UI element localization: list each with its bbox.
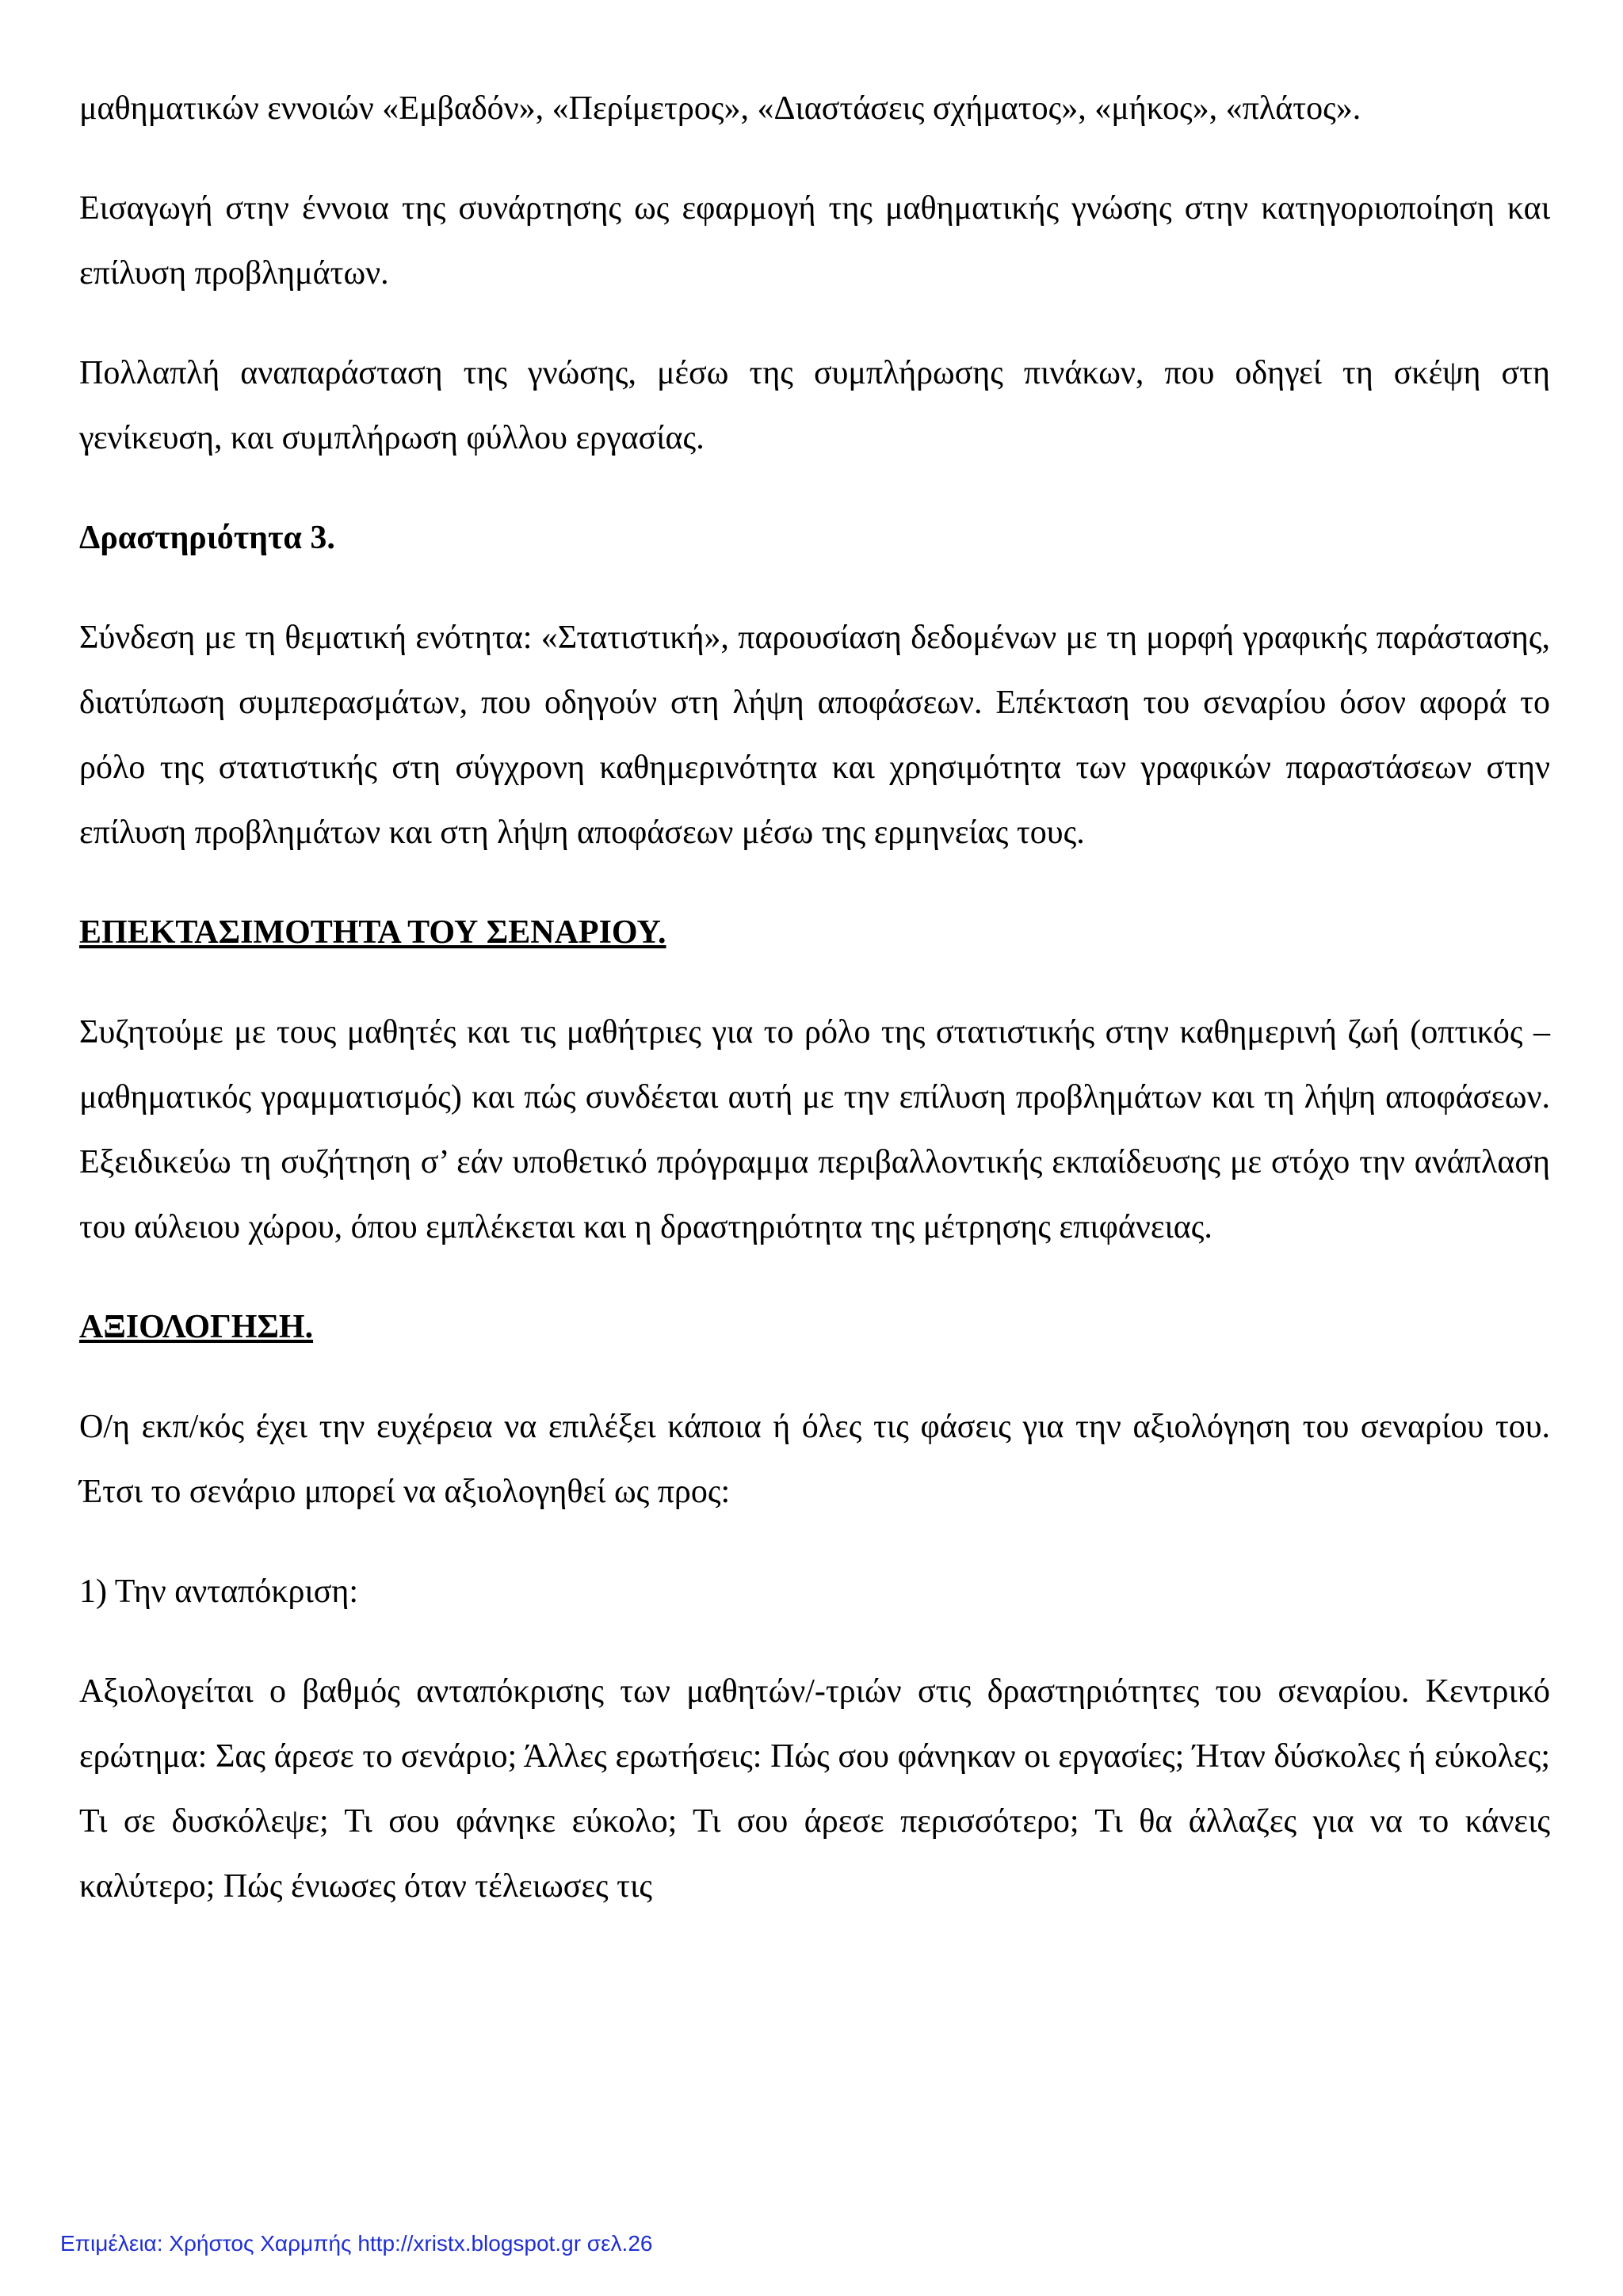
- heading-evaluation: ΑΞΙΟΛΟΓΗΣΗ.: [79, 1309, 314, 1345]
- paragraph-multiple-representation: Πολλαπλή αναπαράσταση της γνώσης, μέσω της συμπλήρωσης πινάκων, που οδηγεί τη σκέψη στη γενίκευση, και συμπλήρωση φύλλου εργασίας.: [79, 355, 1550, 456]
- heading-activity-3: Δραστηριότητα 3.: [79, 520, 335, 556]
- paragraph-response-evaluation: Αξιολογείται ο βαθμός ανταπόκρισης των μαθητών/-τριών στις δραστηριότητες του σεναρίου. Κεντρικό ερώτημα: Σας άρεσε το σενάριο; Άλλες ερωτήσεις: Πώς σου φάνηκαν οι εργασίες; Ήταν δύσκολες ή εύκολες; Τι σε δυσκόλεψε; Τι σου φάνηκε εύκολο; Τι σου άρεσε περισσότερο; Τι θα άλλαζες για να το κάνεις καλύτερο; Πώς ένιωσες όταν τέλειωσες τις: [79, 1673, 1550, 1905]
- paragraph-concepts: μαθηματικών εννοιών «Εμβαδόν», «Περίμετρος», «Διαστάσεις σχήματος», «μήκος», «πλάτος».: [79, 90, 1361, 127]
- list-item-response: 1) Την ανταπόκριση:: [79, 1573, 359, 1610]
- page-footer: Επιμέλεια: Χρήστος Χαρμπής http://xristx.blogspot.gr σελ.26: [60, 2231, 653, 2256]
- heading-extensibility: ΕΠΕΚΤΑΣΙΜΟΤΗΤΑ ΤΟΥ ΣΕΝΑΡΙΟΥ.: [79, 914, 666, 951]
- paragraph-discussion: Συζητούμε με τους μαθητές και τις μαθήτριες για το ρόλο της στατιστικής στην καθημερινή ζωή (οπτικός – μαθηματικός γραμματισμός) και πώς συνδέεται αυτή με την επίλυση προβλημάτων και τη λήψη αποφάσεων. Εξειδικεύω τη συζήτηση σ’ εάν υποθετικό πρόγραμμα περιβαλλοντικής εκπαίδευσης με στόχο την ανάπλαση του αύλειου χώρου, όπου εμπλέκεται και η δραστηριότητα της μέτρησης επιφάνειας.: [79, 1014, 1550, 1245]
- document-body: [79, 76, 1550, 1954]
- paragraph-statistics-link: Σύνδεση με τη θεματική ενότητα: «Στατιστική», παρουσίαση δεδομένων με τη μορφή γραφικής παράστασης, διατύπωση συμπερασμάτων, που οδηγούν στη λήψη αποφάσεων. Επέκταση του σεναρίου όσον αφορά το ρόλο της στατιστικής στη σύγχρονη καθημερινότητα και χρησιμότητα των γραφικών παραστάσεων στην επίλυση προβλημάτων και στη λήψη αποφάσεων μέσω της ερμηνείας τους.: [79, 620, 1550, 851]
- paragraph-evaluation-intro: Ο/η εκπ/κός έχει την ευχέρεια να επιλέξει κάποια ή όλες τις φάσεις για την αξιολόγηση του σεναρίου του. Έτσι το σενάριο μπορεί να αξιολογηθεί ως προς:: [79, 1409, 1550, 1510]
- paragraph-function-intro: Εισαγωγή στην έννοια της συνάρτησης ως εφαρμογή της μαθηματικής γνώσης στην κατηγοριοποίηση και επίλυση προβλημάτων.: [79, 190, 1550, 292]
